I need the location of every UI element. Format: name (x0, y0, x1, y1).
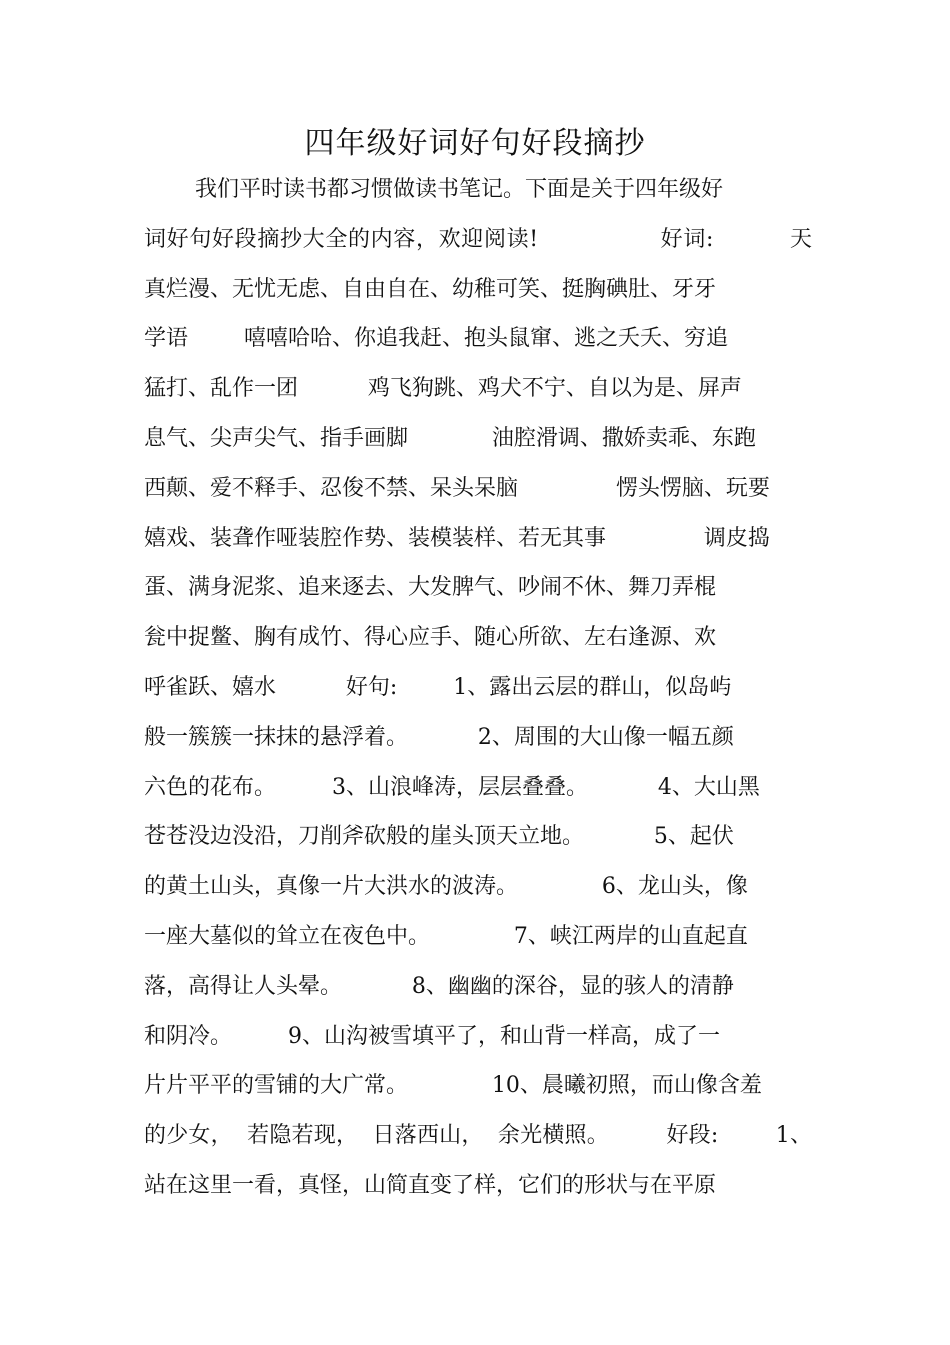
text-line: 蛋、满身泥浆、追来逐去、大发脾气、吵闹不休、舞刀弄棍 (144, 575, 717, 600)
text-line: 一座大墓似的耸立在夜色中。 7、峡江两岸的山直起直 (144, 924, 748, 949)
text-line: 和阴冷。 9、山沟被雪填平了，和山背一样高，成了一 (144, 1024, 720, 1049)
text-line: 学语 嘻嘻哈哈、你追我赶、抱头鼠窜、逃之夭夭、穷追 (144, 326, 728, 351)
text-line: 的少女， 若隐若现， 日落西山， 余光横照。 好段: 1、 (144, 1123, 812, 1148)
text-line: 呼雀跃、嬉水 好句: 1、露出云层的群山，似岛屿 (144, 675, 732, 700)
text-line: 瓮中捉鳖、胸有成竹、得心应手、随心所欲、左右逢源、欢 (144, 625, 717, 650)
text-line: 片片平平的雪铺的大广常。 10、晨曦初照，而山像含羞 (144, 1073, 762, 1098)
text-line: 嬉戏、装聋作哑装腔作势、装模装样、若无其事 调皮捣 (144, 526, 770, 551)
text-line: 西颠、爱不释手、忍俊不禁、呆头呆脑 愣头愣脑、玩要 (144, 476, 770, 501)
text-line: 六色的花布。 3、山浪峰涛，层层叠叠。 4、大山黑 (144, 775, 760, 800)
text-line: 我们平时读书都习惯做读书笔记。下面是关于四年级好 (195, 177, 724, 202)
text-line: 猛打、乱作一团 鸡飞狗跳、鸡犬不宁、自以为是、屏声 (144, 376, 742, 401)
text-line: 站在这里一看，真怪，山简直变了样，它们的形状与在平原 (144, 1173, 717, 1198)
text-line: 词好句好段摘抄大全的内容，欢迎阅读! 好词: 天 (144, 227, 812, 252)
text-line: 苍苍没边没沿，刀削斧砍般的崖头顶天立地。 5、起伏 (144, 824, 734, 849)
text-line: 息气、尖声尖气、指手画脚 油腔滑调、撒娇卖乖、东跑 (144, 426, 756, 451)
text-line: 落，高得让人头晕。 8、幽幽的深谷，显的骇人的清静 (144, 974, 734, 999)
page-title: 四年级好词好句好段摘抄 (304, 126, 646, 161)
text-line: 的黄土山头，真像一片大洪水的波涛。 6、龙山头，像 (144, 874, 748, 899)
text-line: 般一簇簇一抹抹的悬浮着。 2、周围的大山像一幅五颜 (144, 725, 734, 750)
text-line: 真烂漫、无忧无虑、自由自在、幼稚可笑、挺胸碘肚、牙牙 (144, 277, 717, 302)
